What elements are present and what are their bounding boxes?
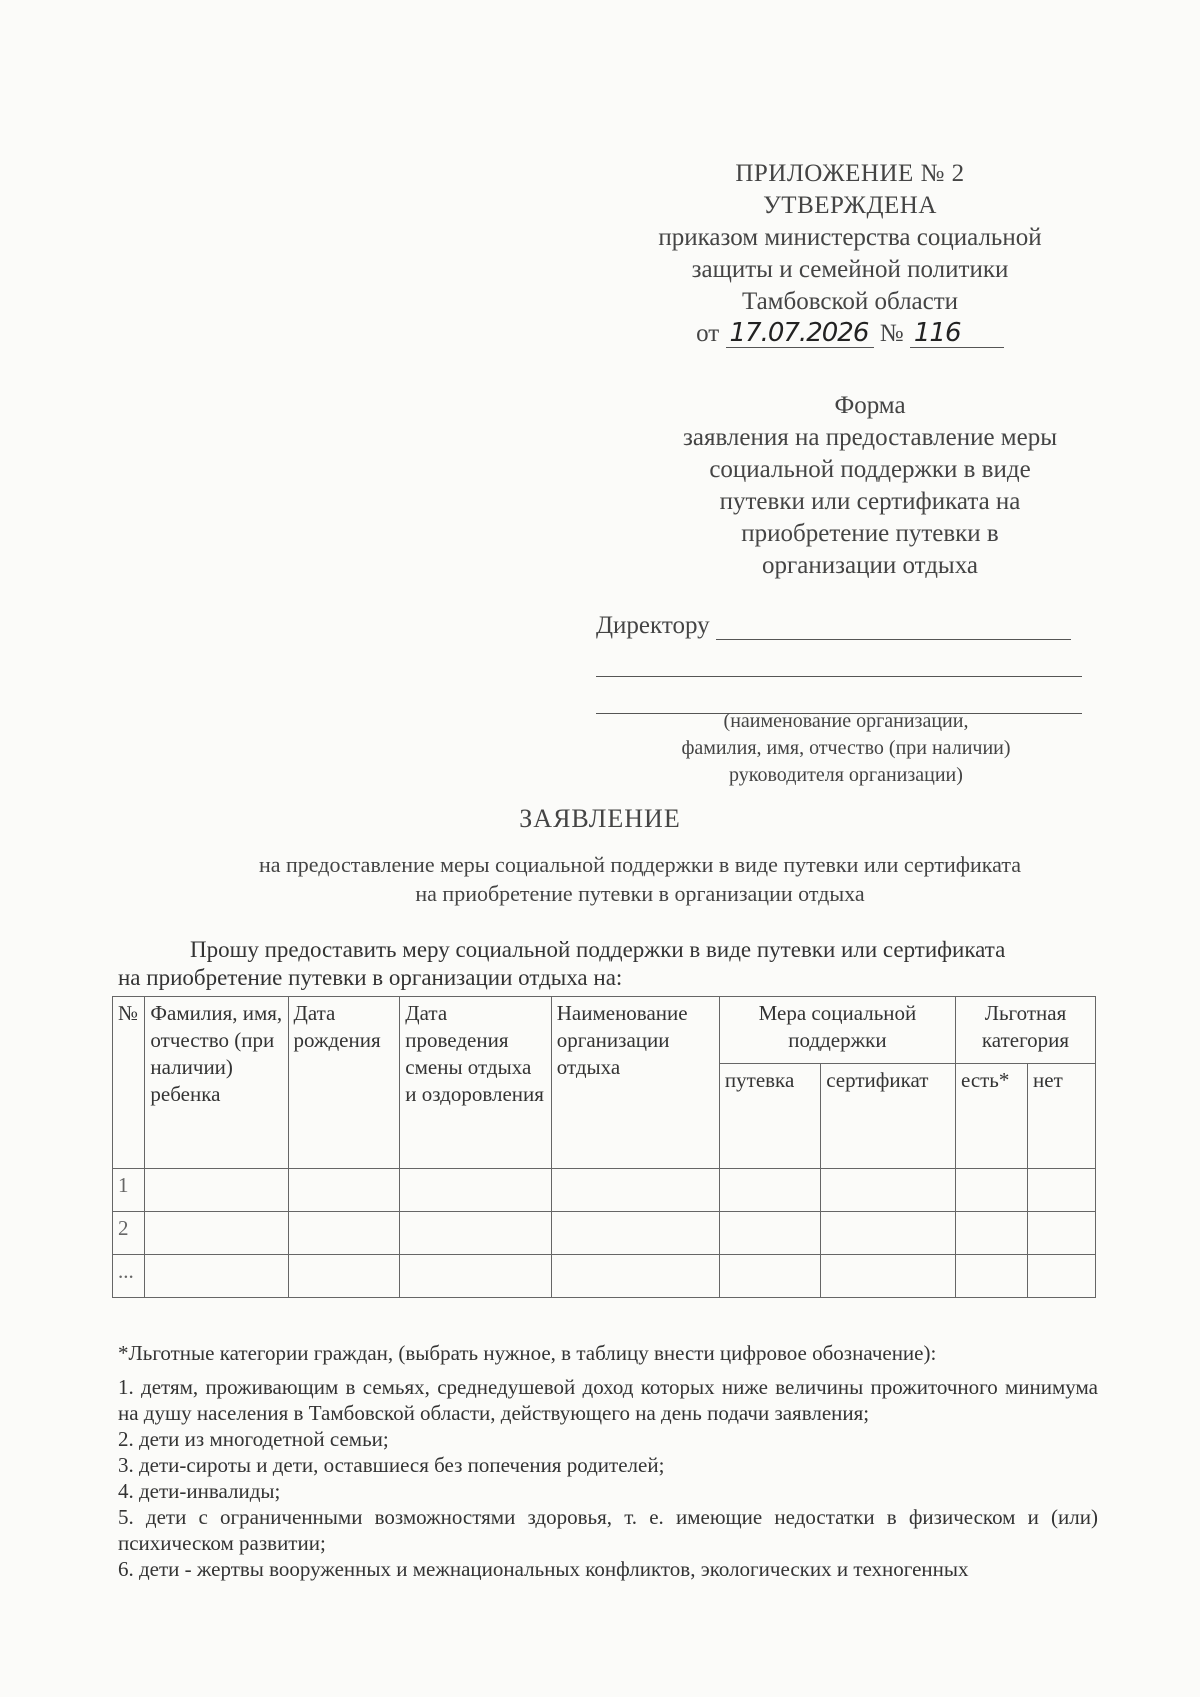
approval-block bbox=[600, 158, 1100, 350]
header-voucher: путевка bbox=[719, 1064, 820, 1169]
director-caption-line-3: руководителя организации) bbox=[729, 764, 963, 786]
director-caption-line-2: фамилия, имя, отчество (при наличии) bbox=[681, 737, 1011, 759]
form-title-line-2: заявления на предоставление меры bbox=[682, 424, 1058, 451]
form-title-line-4: путевки или сертификата на bbox=[719, 488, 1021, 515]
cell-category-no[interactable] bbox=[1028, 1169, 1096, 1212]
header-name: Фамилия, имя, отчество (при наличии) ребенка bbox=[145, 997, 288, 1169]
cell-session-dates[interactable] bbox=[400, 1169, 551, 1212]
order-number: 116 bbox=[910, 319, 1004, 348]
form-title-line-5: приобретение путевки в bbox=[741, 520, 999, 547]
appendix-number: ПРИЛОЖЕНИЕ № 2 bbox=[735, 160, 965, 187]
cell-session-dates[interactable] bbox=[400, 1255, 551, 1298]
director-block bbox=[596, 612, 1096, 714]
table-row bbox=[113, 1212, 1096, 1255]
row-number: 2 bbox=[113, 1212, 145, 1255]
number-label: № bbox=[879, 320, 904, 347]
approval-line-1: приказом министерства социальной bbox=[658, 224, 1042, 251]
header-certificate: сертификат bbox=[821, 1064, 956, 1169]
cell-birth-date[interactable] bbox=[288, 1255, 400, 1298]
cell-certificate[interactable] bbox=[821, 1255, 956, 1298]
director-extra-field-1[interactable] bbox=[596, 640, 1082, 677]
director-caption-line-1: (наименование организации, bbox=[723, 710, 969, 732]
director-name-field[interactable] bbox=[716, 615, 1071, 640]
cell-organization[interactable] bbox=[551, 1255, 719, 1298]
header-benefit-category: Льготная категория bbox=[955, 997, 1095, 1064]
cell-name[interactable] bbox=[145, 1255, 288, 1298]
header-organization: Наименование организации отдыха bbox=[551, 997, 719, 1169]
approval-line-2: защиты и семейной политики bbox=[691, 256, 1009, 283]
order-line bbox=[600, 318, 1100, 350]
cell-session-dates[interactable] bbox=[400, 1212, 551, 1255]
form-title-line-3: социальной поддержки в виде bbox=[709, 456, 1031, 483]
cell-voucher[interactable] bbox=[719, 1169, 820, 1212]
benefit-categories-footnote bbox=[118, 1340, 1098, 1582]
request-line-2: на приобретение путевки в организации отдыха на: bbox=[118, 965, 623, 990]
statement-title: ЗАЯВЛЕНИЕ bbox=[519, 804, 681, 833]
cell-category-yes[interactable] bbox=[955, 1255, 1027, 1298]
statement-subtitle-line-1: на предоставление меры социальной поддержки в виде путевки или сертификата bbox=[259, 852, 1021, 877]
row-number: ... bbox=[113, 1255, 145, 1298]
cell-voucher[interactable] bbox=[719, 1212, 820, 1255]
cell-category-yes[interactable] bbox=[955, 1169, 1027, 1212]
cell-voucher[interactable] bbox=[719, 1255, 820, 1298]
footnote-item: 4. дети-инвалиды; bbox=[118, 1479, 281, 1503]
footnote-item: 5. дети с ограниченными возможностями здоровья, т. е. имеющие недостатки в физическом и (или) психическом развитии; bbox=[118, 1505, 1098, 1555]
table-row bbox=[113, 1169, 1096, 1212]
cell-organization[interactable] bbox=[551, 1212, 719, 1255]
cell-birth-date[interactable] bbox=[288, 1169, 400, 1212]
cell-organization[interactable] bbox=[551, 1169, 719, 1212]
statement-subtitle bbox=[200, 850, 1080, 908]
cell-certificate[interactable] bbox=[821, 1169, 956, 1212]
cell-certificate[interactable] bbox=[821, 1212, 956, 1255]
footnote-item: 2. дети из многодетной семьи; bbox=[118, 1427, 389, 1451]
form-title-line-1: Форма bbox=[834, 392, 906, 419]
statement-subtitle-line-2: на приобретение путевки в организации отдыха bbox=[415, 881, 865, 906]
cell-category-no[interactable] bbox=[1028, 1255, 1096, 1298]
approved-stamp: УТВЕРЖДЕНА bbox=[763, 192, 937, 219]
header-session-dates: Дата проведения смены отдыха и оздоровления bbox=[400, 997, 551, 1169]
footnote-item: 6. дети - жертвы вооруженных и межнациональных конфликтов, экологических и техногенных bbox=[118, 1557, 969, 1581]
header-number: № bbox=[113, 997, 145, 1169]
footnote-item: 3. дети-сироты и дети, оставшиеся без попечения родителей; bbox=[118, 1453, 665, 1477]
cell-name[interactable] bbox=[145, 1212, 288, 1255]
order-date: 17.07.2026 bbox=[726, 319, 874, 348]
cell-category-no[interactable] bbox=[1028, 1212, 1096, 1255]
request-text bbox=[118, 936, 1098, 992]
table-row bbox=[113, 1255, 1096, 1298]
director-label: Директору bbox=[596, 612, 710, 639]
form-title-block bbox=[640, 390, 1100, 582]
footnote-intro: *Льготные категории граждан, (выбрать нужное, в таблицу внести цифровое обозначение): bbox=[118, 1341, 937, 1365]
cell-category-yes[interactable] bbox=[955, 1212, 1027, 1255]
children-table bbox=[112, 996, 1096, 1298]
header-category-no: нет bbox=[1028, 1064, 1096, 1169]
footnote-item: 1. детям, проживающим в семьях, среднедушевой доход которых ниже величины прожиточного минимума на душу населения в Тамбовской области, действующего на день подачи заявления; bbox=[118, 1375, 1098, 1425]
cell-name[interactable] bbox=[145, 1169, 288, 1212]
director-line bbox=[596, 612, 1096, 640]
header-category-yes: есть* bbox=[955, 1064, 1027, 1169]
form-title-line-6: организации отдыха bbox=[761, 552, 978, 579]
director-caption bbox=[596, 708, 1096, 789]
header-birth-date: Дата рождения bbox=[288, 997, 400, 1169]
cell-birth-date[interactable] bbox=[288, 1212, 400, 1255]
from-label: от bbox=[696, 320, 720, 347]
header-support-measure: Мера социальной поддержки bbox=[719, 997, 955, 1064]
row-number: 1 bbox=[113, 1169, 145, 1212]
approval-line-3: Тамбовской области bbox=[741, 288, 959, 315]
request-line-1: Прошу предоставить меру социальной поддержки в виде путевки или сертификата bbox=[190, 937, 1006, 962]
